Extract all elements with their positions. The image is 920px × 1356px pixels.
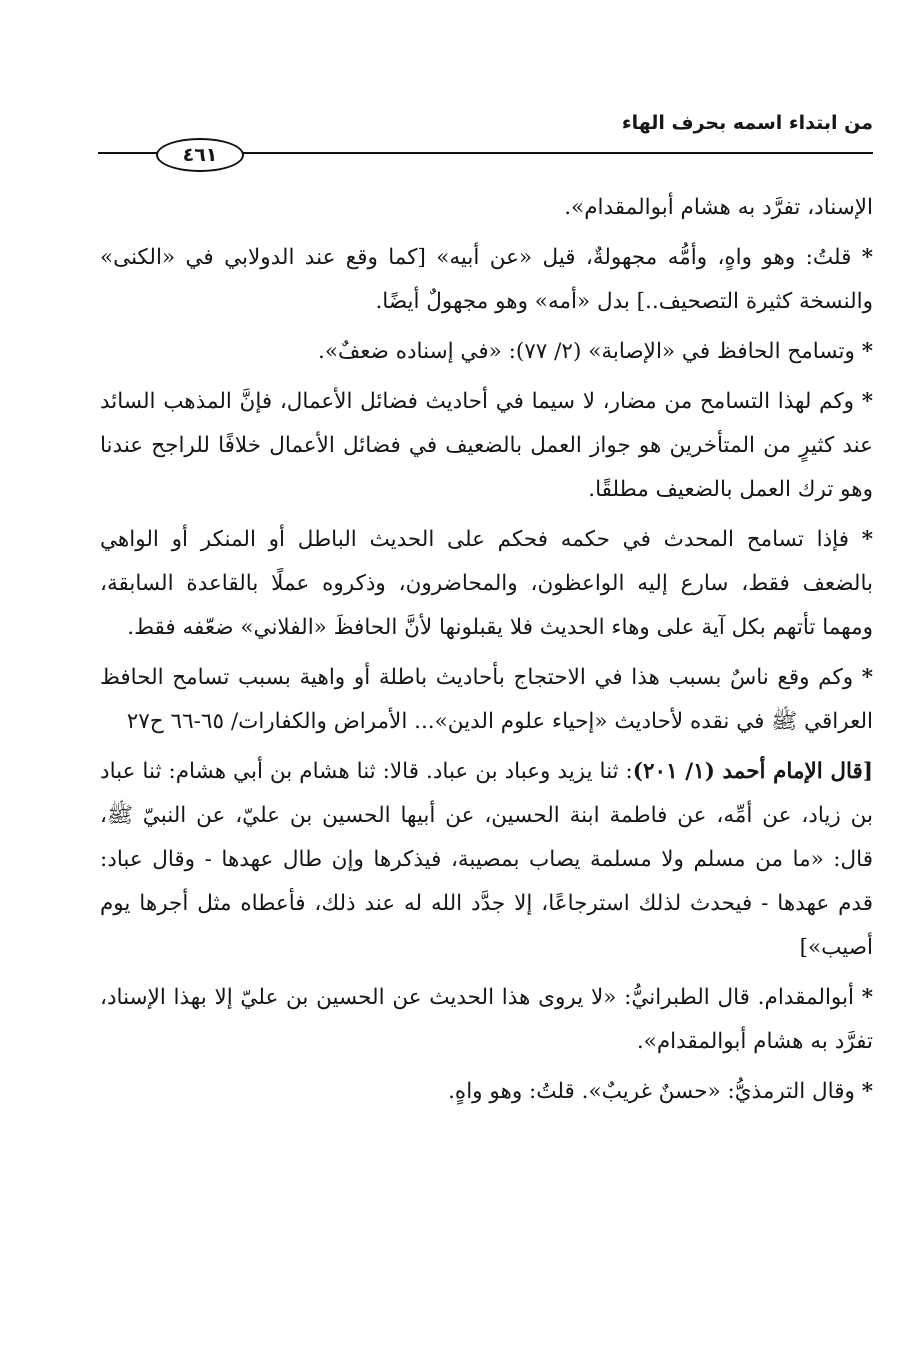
paragraph-1 <box>100 186 873 230</box>
paragraph-8-text: أبوالمقدام. قال الطبرانيُّ: «لا يروى هذا الحديث عن الحسين بن عليّ إلا بهذا الإسناد، تفرَّد به هشام أبوالمقدام». <box>100 985 873 1054</box>
paragraph-8-lead: * <box>861 985 873 1010</box>
page-header <box>98 112 873 178</box>
paragraph-4-text: وكم لهذا التسامح من مضار، لا سيما في أحاديث فضائل الأعمال، فإنَّ المذهب السائد عند كثيرٍ من المتأخرين هو جواز العمل بالضعيف في فضائل الأعمال خلافًا للراجح عندنا وهو ترك العمل بالضعيف مطلقًا. <box>100 389 873 502</box>
paragraph-3-text: وتسامح الحافظ في «الإصابة» (٢/ ٧٧): «في إسناده ضعفٌ». <box>318 339 855 364</box>
paragraph-6-lead: * <box>861 665 873 690</box>
paragraph-8 <box>100 976 873 1064</box>
paragraph-3-lead: * <box>861 339 873 364</box>
paragraph-9 <box>100 1070 873 1114</box>
paragraph-5-text: فإذا تسامح المحدث في حكمه فحكم على الحديث الباطل أو المنكر أو الواهي بالضعف فقط، سارع إليه الواعظون، والمحاضرون، وذكروه عملًا بالقاعدة السابقة، ومهما تأتهم بكل آية على وهاء الحديث فلا يقبلونها لأنَّ الحافظَ «الفلاني» ضعّفه فقط. <box>100 527 873 640</box>
paragraph-2-lead: * <box>861 245 874 270</box>
hadith-quote-lead: [قال الإمام أحمد (١/ ٢٠١) <box>632 759 874 784</box>
paragraph-3 <box>100 330 873 374</box>
paragraph-6-text: وكم وقع ناسٌ بسبب هذا في الاحتجاج بأحاديث باطلة أو واهية بسبب تسامح الحافظ العراقي ﷺ في نقده لأحاديث «إحياء علوم الدين»... الأمراض والكفارات/ ٦٥-٦٦ ح٢٧ <box>100 665 873 734</box>
paragraph-2-text: قلتُ: وهو واهٍ، وأمُّه مجهولةٌ، قيل «عن أبيه» [كما وقع عند الدولابي في «الكنى» والنسخة كثيرة التصحيف..] بدل «أمه» وهو مجهولٌ أيضًا. <box>100 245 873 314</box>
paragraph-5 <box>100 518 873 650</box>
page-number: ٤٦١ <box>156 138 244 172</box>
paragraph-6 <box>100 656 873 744</box>
paragraph-9-text: وقال الترمذيُّ: «حسنٌ غريبٌ». قلتُ: وهو واهٍ. <box>448 1079 855 1104</box>
paragraph-4-lead: * <box>861 389 873 414</box>
paragraph-2 <box>100 236 873 324</box>
body-text <box>100 186 873 1120</box>
paragraph-9-lead: * <box>861 1079 873 1104</box>
hadith-quote-text: : ثنا يزيد وعباد بن عباد. قالا: ثنا هشام بن أبي هشام: ثنا عباد بن زياد، عن أمِّه، عن فاطمة ابنة الحسين، عن أبيها الحسين بن عليّ، عن النبيّ ﷺ، قال: «ما من مسلم ولا مسلمة يصاب بمصيبة، فيذكرها وإن طال عهدها - وقال عباد: قدم عهدها - فيحدث لذلك استرجاعًا، إلا جدَّد الله له عند ذلك، فأعطاه مثل أجرها يوم أصيب»] <box>100 759 873 960</box>
paragraph-4 <box>100 380 873 512</box>
hadith-quote <box>100 750 873 970</box>
paragraph-5-lead: * <box>861 527 873 552</box>
paragraph-1-text: الإسناد، تفرَّد به هشام أبوالمقدام». <box>564 195 873 220</box>
running-title: من ابتداء اسمه بحرف الهاء <box>621 112 873 134</box>
